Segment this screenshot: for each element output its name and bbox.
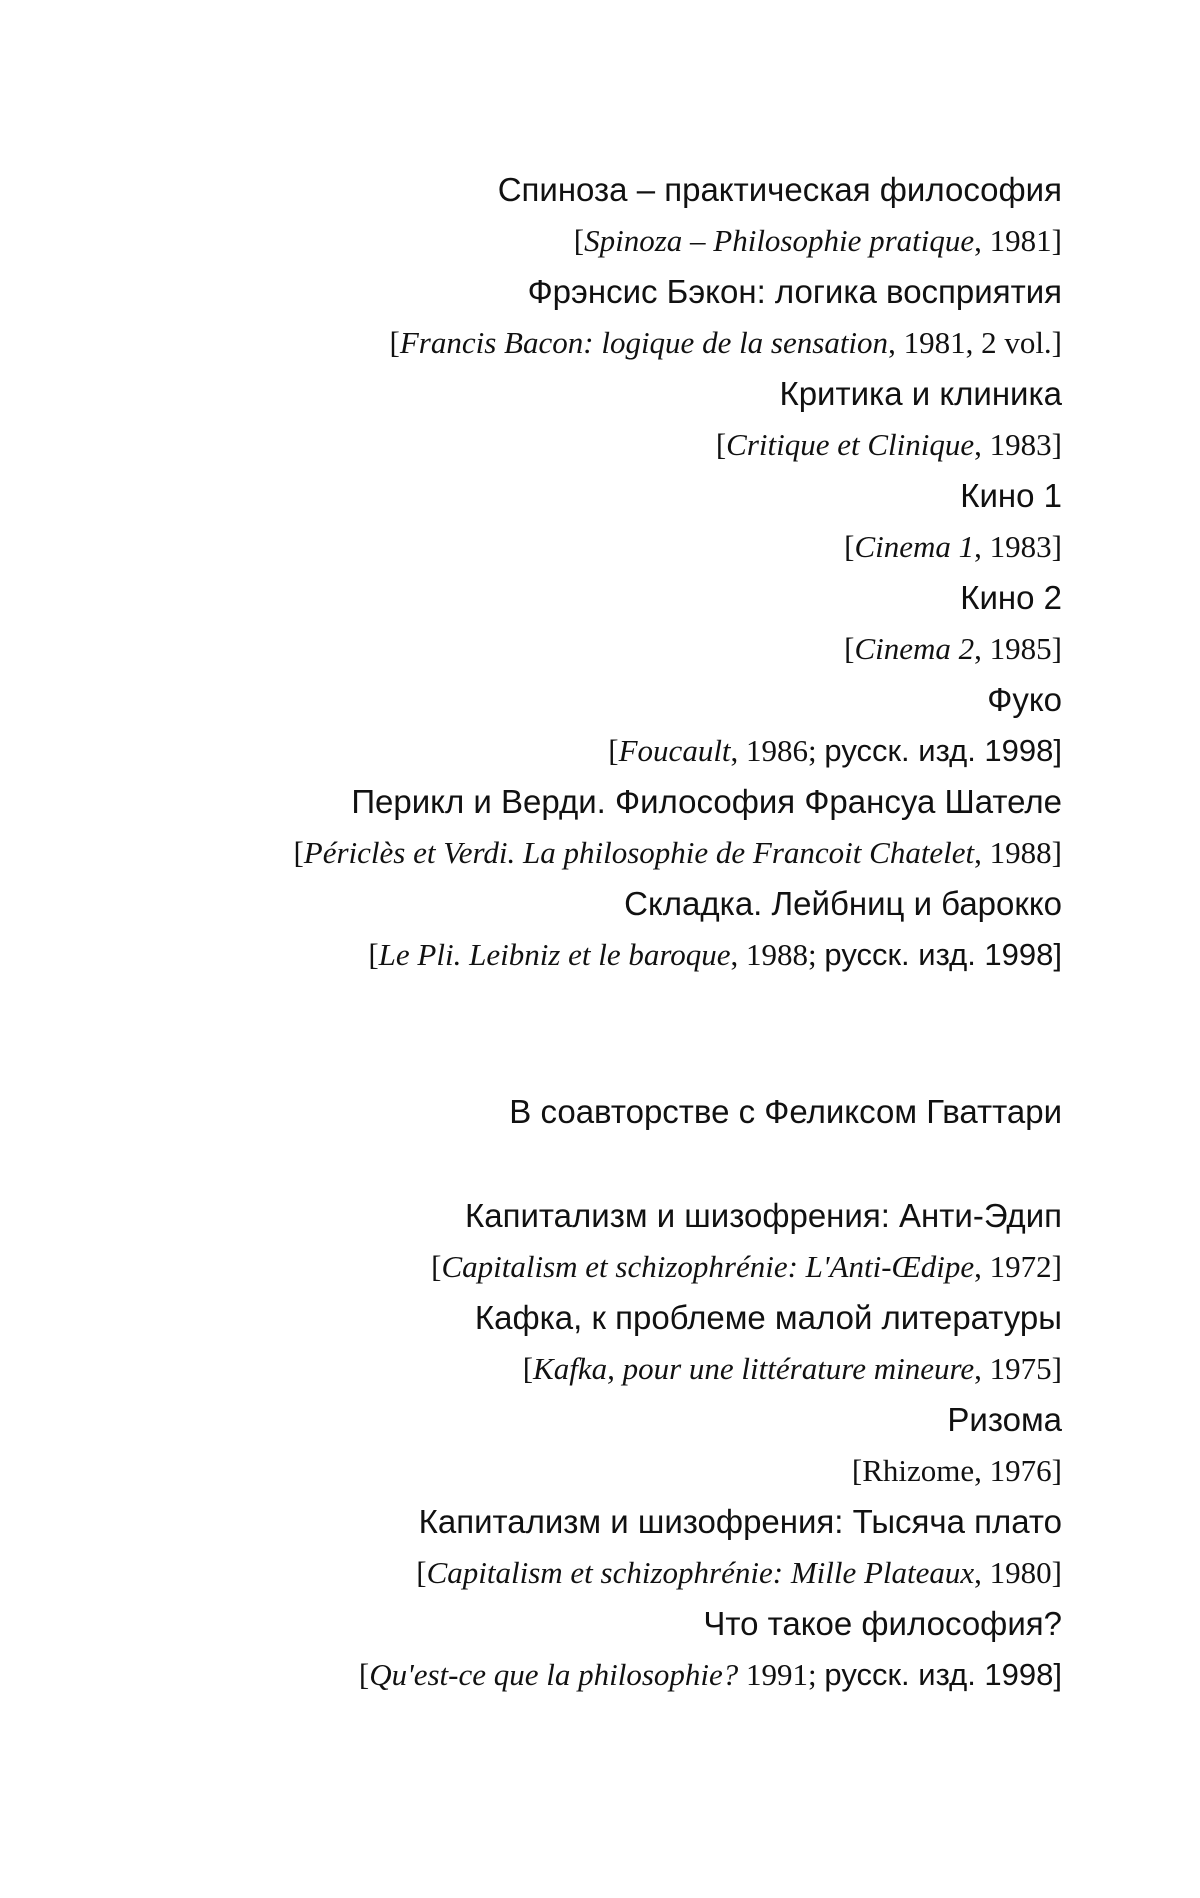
entry-title: Перикл и Верди. Философия Франсуа Шателе [351, 783, 1062, 820]
entry-original [62, 1343, 1062, 1394]
entry-original [62, 929, 1062, 980]
bracket-open: [ [573, 223, 585, 258]
entry-title: Кино 2 [960, 579, 1062, 616]
list-item [62, 368, 1062, 470]
entry-original [62, 1445, 1062, 1496]
entry-original [62, 1649, 1062, 1700]
original-details: , 1975] [974, 1351, 1062, 1386]
list-item [62, 572, 1062, 674]
entry-original [62, 317, 1062, 368]
original-details: , 1980] [974, 1555, 1062, 1590]
original-title: Périclès et Verdi. La philosophie de Francoit Chatelet [303, 835, 975, 870]
original-details: , 1986; [730, 733, 825, 768]
original-details: , 1981, 2 vol.] [888, 325, 1062, 360]
entry-original [62, 827, 1062, 878]
section-spacer [62, 980, 1062, 1086]
original-title: Kafka, pour une littérature mineure [533, 1351, 975, 1386]
bracket-open: [ [416, 1555, 427, 1590]
bracket-open: [ [293, 835, 304, 870]
russian-edition-note: русск. изд. 1998] [824, 1657, 1062, 1692]
original-details: , 1981] [974, 223, 1062, 258]
entry-title: Ризома [947, 1401, 1062, 1438]
entry-title: Складка. Лейбниц и барокко [624, 885, 1062, 922]
entry-title: Фрэнсис Бэкон: логика восприятия [527, 273, 1062, 310]
russian-edition-note: русск. изд. 1998] [824, 937, 1062, 972]
entry-title: Фуко [987, 681, 1062, 718]
original-details: , 1988; [730, 937, 825, 972]
original-title: Cinema 2 [854, 631, 975, 666]
list-item [62, 470, 1062, 572]
entry-title: Капитализм и шизофрения: Анти-Эдип [465, 1197, 1062, 1234]
list-item [62, 878, 1062, 980]
entry-original [62, 623, 1062, 674]
entry-original [62, 1547, 1062, 1598]
bracket-open: [ [389, 325, 400, 360]
list-item [62, 674, 1062, 776]
bracket-open: [ [844, 631, 855, 666]
entry-original [62, 725, 1062, 776]
list-item [62, 1496, 1062, 1598]
bracket-open: [ [608, 733, 619, 768]
original-details: , 1988] [974, 835, 1062, 870]
list-item [62, 266, 1062, 368]
list-item [62, 1292, 1062, 1394]
entry-title: Критика и клиника [779, 375, 1062, 412]
original-details: , 1983] [974, 427, 1062, 462]
entry-title: Что такое философия? [703, 1605, 1062, 1642]
bibliography-list [62, 164, 1062, 1700]
list-item [62, 1190, 1062, 1292]
original-title: Foucault [618, 733, 731, 768]
russian-edition-note: русск. изд. 1998] [824, 733, 1062, 768]
bracket-open: [ [715, 427, 727, 462]
original-details: , 1983] [974, 529, 1062, 564]
bracket-open: [ [358, 1657, 370, 1692]
entry-title: Кафка, к проблеме малой литературы [474, 1299, 1062, 1336]
bracket-open: [ [431, 1249, 442, 1284]
original-title: Cinema 1 [854, 529, 975, 564]
original-title: Capitalism et schizophrénie: Mille Plateaux [426, 1555, 975, 1590]
original-title: Le Pli. Leibniz et le baroque [378, 937, 731, 972]
entry-title: Кино 1 [960, 477, 1062, 514]
original-details: , 1972] [974, 1249, 1062, 1284]
entry-title: Капитализм и шизофрения: Тысяча плато [418, 1503, 1062, 1540]
entry-title: Спиноза – практическая философия [497, 171, 1062, 208]
bracket-open: [ [368, 937, 379, 972]
section-spacer [62, 1137, 1062, 1190]
coauthor-heading: В соавторстве с Феликсом Гваттари [509, 1093, 1062, 1130]
original-title: Spinoza – Philosophie pratique [584, 223, 975, 258]
list-item [62, 164, 1062, 266]
list-item [62, 776, 1062, 878]
original-title: Critique et Clinique [726, 427, 975, 462]
original-title: Qu'est-ce que la philosophie? [369, 1657, 739, 1692]
entry-original [62, 419, 1062, 470]
original-details: , 1985] [974, 631, 1062, 666]
original-title: Francis Bacon: logique de la sensation [399, 325, 889, 360]
list-item [62, 1598, 1062, 1700]
entry-original [62, 215, 1062, 266]
original-details: 1991; [738, 1657, 825, 1692]
original-title: Capitalism et schizophrénie: L'Anti-Œdipe [441, 1249, 975, 1284]
bracket-open: [ [522, 1351, 534, 1386]
entry-original [62, 521, 1062, 572]
bracket-open: [ [844, 529, 855, 564]
list-item [62, 1394, 1062, 1496]
bracket-open: [Rhizome, 1976] [851, 1453, 1062, 1488]
entry-original [62, 1241, 1062, 1292]
